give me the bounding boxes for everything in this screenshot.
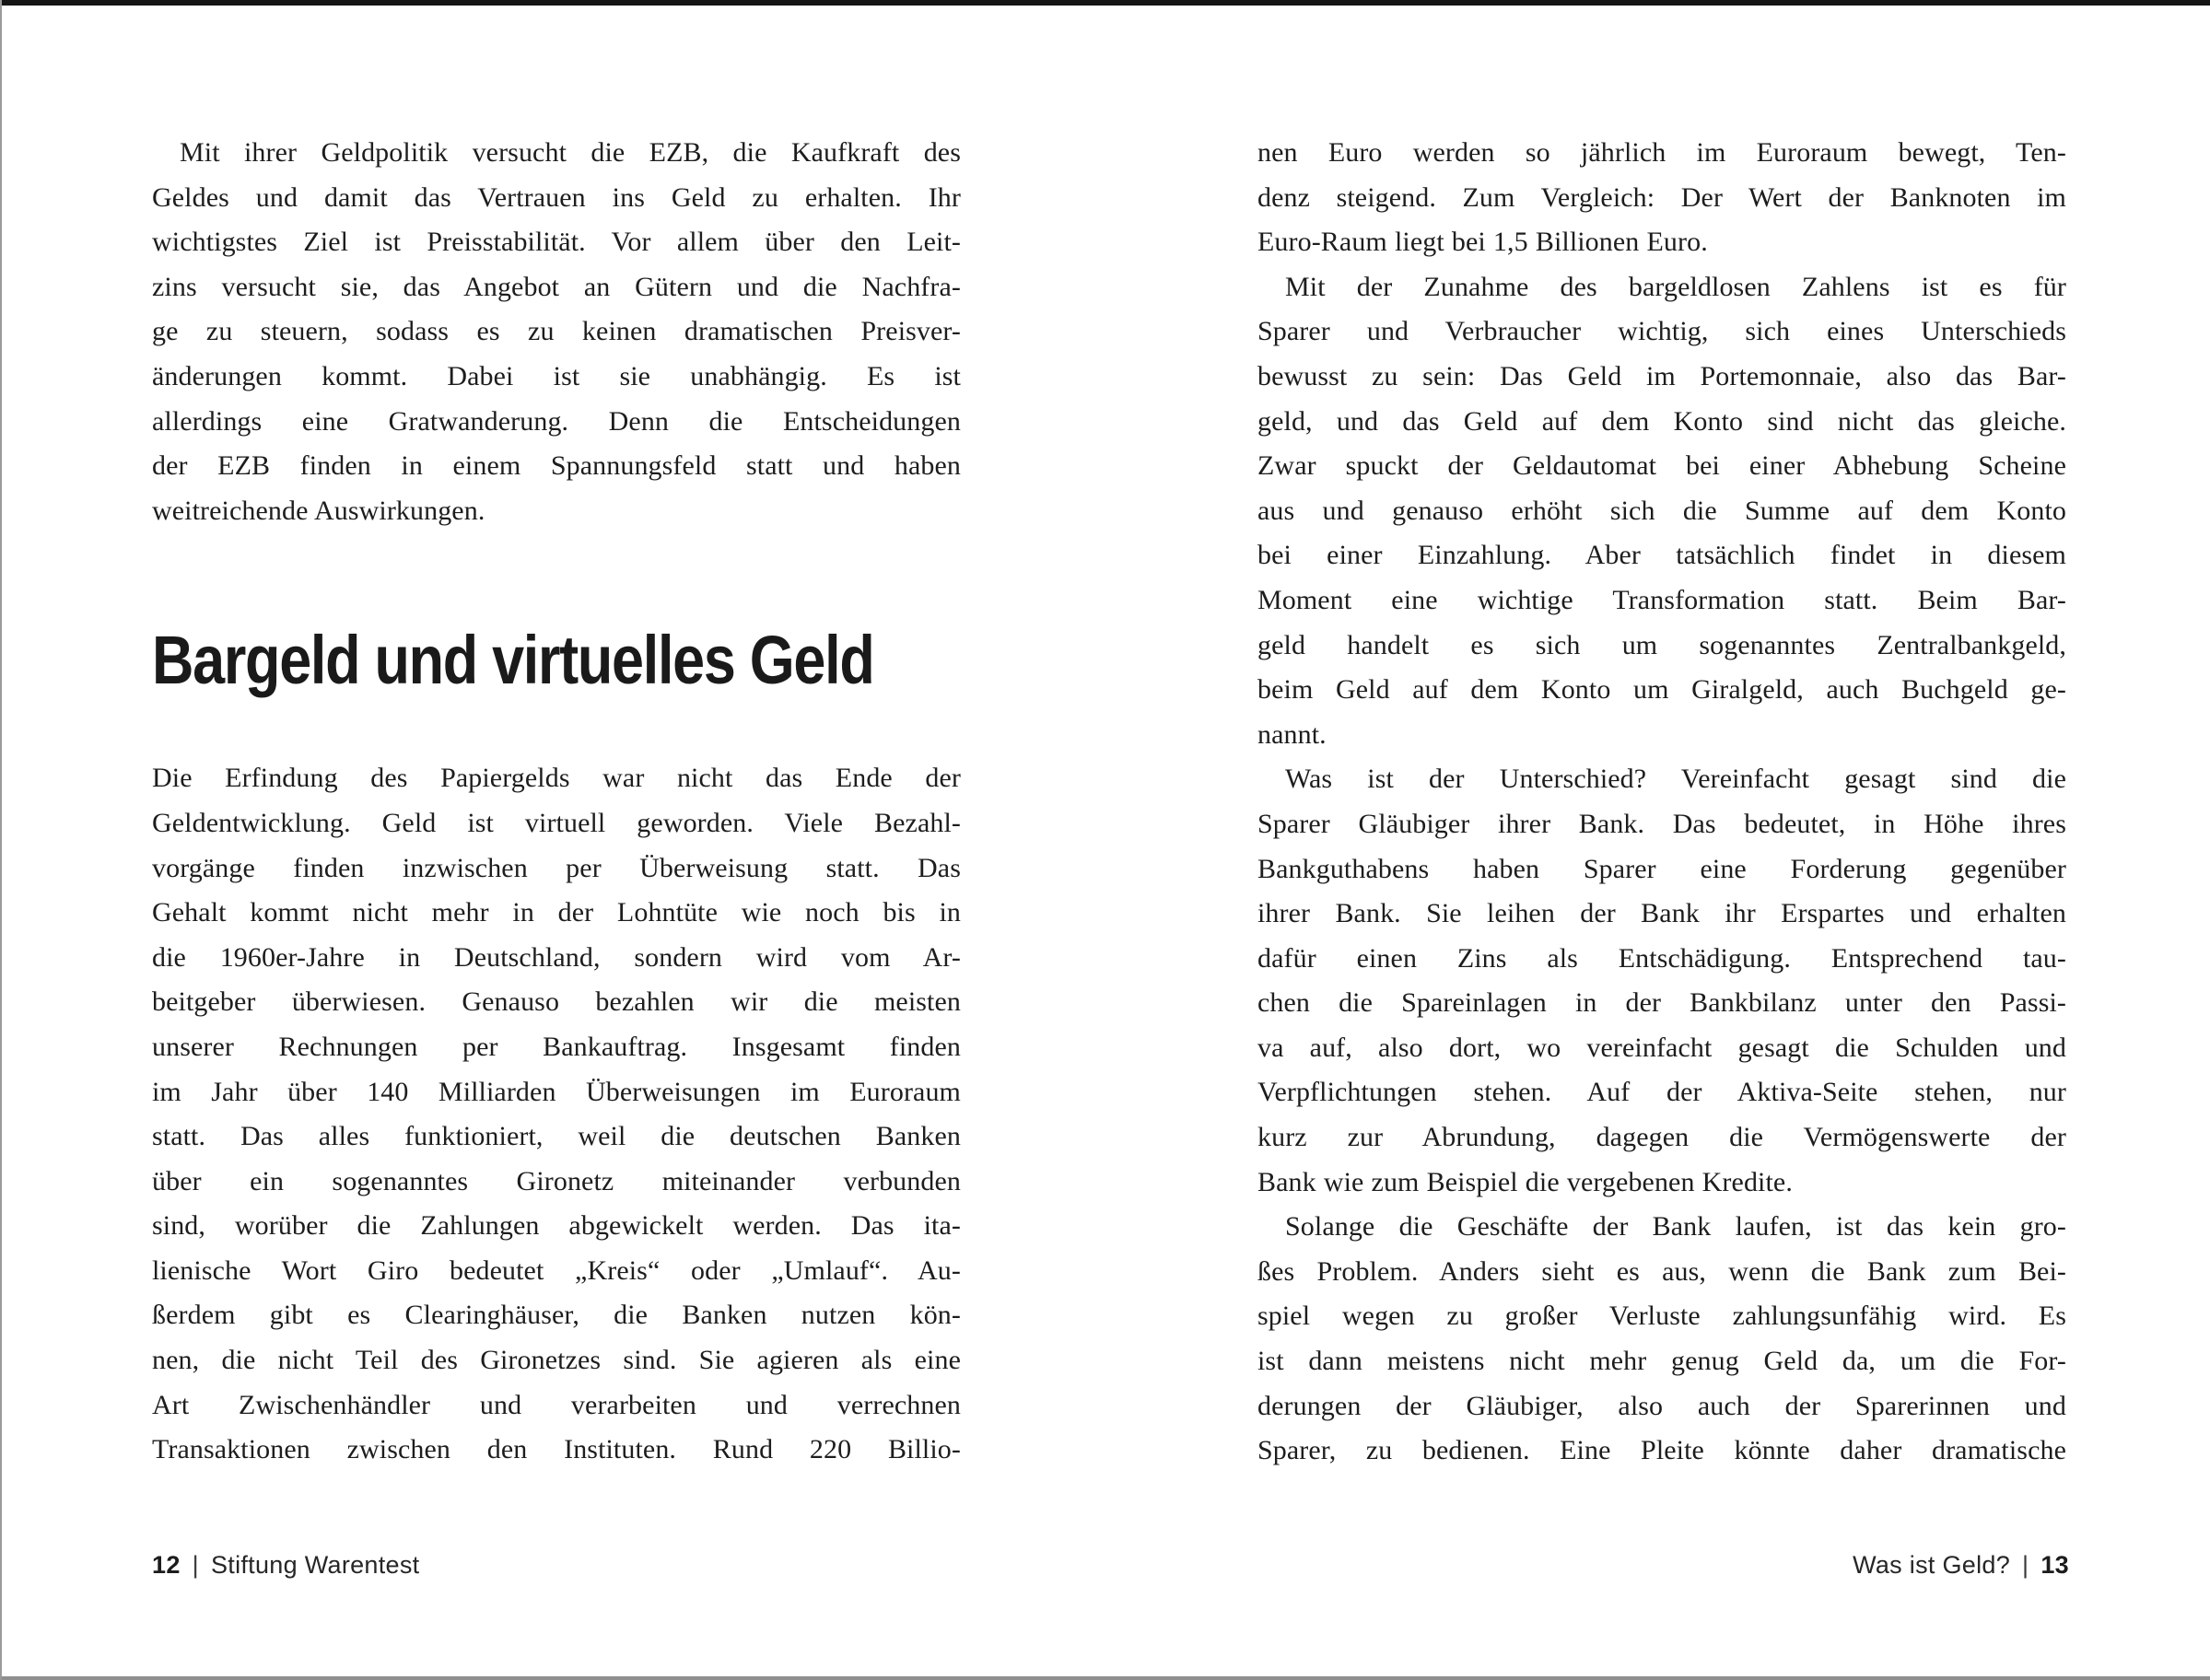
paragraph-solange: Solange die Geschäfte der Bank laufen, ist das kein gro- ßes Problem. Anders sieht es aus, wenn die Bank zum Bei- spiel wegen zu großer Verluste zahlungsunfähig wird. Es ist dann meistens nicht mehr genug Geld da, um die For- derungen der Gläubiger, also auch der Sparerinnen und Sparer, zu bedienen. Eine Pleite könnte daher dramatische xyxy=(1257,1211,2066,1466)
book-title: Stiftung Warentest xyxy=(210,1551,420,1579)
body-paragraph: Die Erfindung des Papiergelds war nicht das Ende der Geldentwicklung. Geld ist virtuell geworden. Viele Bezahl- vorgänge finden inzwischen per Überweisung statt. Das Gehalt kommt nicht mehr in der Lohntüte wie noch bis in die 1960er-Jahre in Deutschland, sondern wird vom Ar- beitgeber überwiesen. Genauso bezahlen wir die meisten unserer Rechnungen per Bankauftrag. Insgesamt finden im Jahr über 140 Milliarden Überweisungen im Euroraum statt. Das alles funktioniert, weil die deutschen Banken über ein sogenanntes Gironetz miteinander verbunden sind, worüber die Zahlungen abgewickelt werden. Das ita- lienische Wort Giro bedeutet „Kreis“ oder „Umlauf“. Au- ßerdem gibt es Clearinghäuser, die Banken nutzen kön- nen, die nicht Teil des Gironetzes sind. Sie agieren als eine Art Zwischenhändler und verarbeiten und verrechnen Transaktionen zwischen den Instituten. Rund 220 Billio- xyxy=(152,763,961,1465)
right-page-number: 13 xyxy=(2040,1551,2069,1579)
footer-divider: | xyxy=(2022,1551,2029,1579)
chapter-heading: Bargeld und virtuelles Geld xyxy=(152,622,874,699)
right-page xyxy=(1257,0,2066,1474)
scan-bottom-edge xyxy=(0,1676,2210,1680)
continuation-paragraph: nen Euro werden so jährlich im Euroraum bewegt, Ten- denz steigend. Zum Vergleich: Der Wert der Banknoten im Euro-Raum liegt bei 1,5 Billionen Euro. xyxy=(1257,137,2066,258)
right-page-footer xyxy=(1853,1551,2069,1580)
left-page-number: 12 xyxy=(152,1551,181,1579)
left-page xyxy=(152,0,961,1473)
intro-paragraph: Mit ihrer Geldpolitik versucht die EZB, die Kaufkraft des Geldes und damit das Vertrauen ins Geld zu erhalten. Ihr wichtigstes Ziel ist Preisstabilität. Vor allem über den Leit- zins versucht sie, das Angebot an Gütern und die Nachfra- ge zu steuern, sodass es zu keinen dramatischen Preisver- änderungen kommt. Dabei ist sie unabhängig. Es ist allerdings eine Gratwanderung. Denn die Entscheidungen der EZB finden in einem Spannungsfeld statt und haben weitreichende Auswirkungen. xyxy=(152,137,961,526)
left-page-footer xyxy=(152,1551,419,1580)
paragraph-unterschied: Was ist der Unterschied? Vereinfacht gesagt sind die Sparer Gläubiger ihrer Bank. Das bedeutet, in Höhe ihres Bankguthabens haben Sparer eine Forderung gegenüber ihrer Bank. Sie leihen der Bank ihr Erspartes und erhalten dafür einen Zins als Entschädigung. Entsprechend tau- chen die Spareinlagen in der Bankbilanz unter den Passi- va auf, also dort, wo vereinfacht gesagt die Schulden und Verpflichtungen stehen. Auf der Aktiva-Seite stehen, nur kurz zur Abrundung, dagegen die Vermögenswerte der Bank wie zum Beispiel die vergebenen Kredite. xyxy=(1257,764,2066,1197)
scan-left-edge xyxy=(0,0,2,1680)
chapter-title: Was ist Geld? xyxy=(1853,1551,2011,1579)
footer-divider: | xyxy=(192,1551,199,1579)
paragraph-bargeldlos: Mit der Zunahme des bargeldlosen Zahlens ist es für Sparer und Verbraucher wichtig, sich eines Unterschieds bewusst zu sein: Das Geld im Portemonnaie, also das Bar- geld, und das Geld auf dem Konto sind nicht das gleiche. Zwar spuckt der Geldautomat bei einer Abhebung Scheine aus und genauso erhöht sich die Summe auf dem Konto bei einer Einzahlung. Aber tatsächlich findet in diesem Moment eine wichtige Transformation statt. Beim Bar- geld handelt es sich um sogenanntes Zentralbankgeld, beim Geld auf dem Konto um Giralgeld, auch Buchgeld ge- nannt. xyxy=(1257,271,2066,750)
